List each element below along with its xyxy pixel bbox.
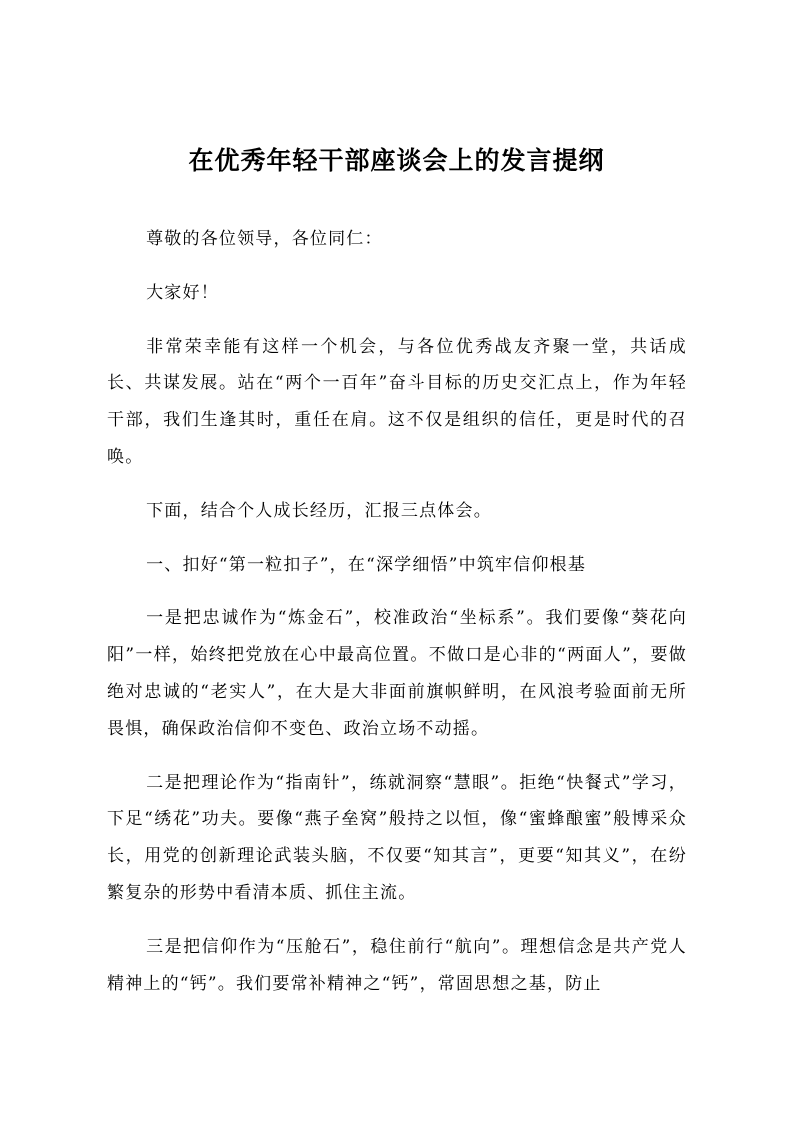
salutation: 尊敬的各位领导，各位同仁：	[146, 229, 383, 249]
document-title: 在优秀年轻干部座谈会上的发言提纲	[188, 146, 605, 175]
greeting: 大家好！	[146, 282, 219, 303]
document-body	[107, 221, 687, 1019]
paragraph-point-2: 二是把理论作为“指南针”，练就洞察“慧眼”。拒绝“快餐式”学习，下足“绣花”功夫。要像“燕子垒窝”般持之以恒，像“蜜蜂酿蜜”般博采众长，用党的创新理论武装头脑，不仅要“知其言”，更要“知其义”，在纷繁复杂的形势中看清本质、抓住主流。	[107, 772, 687, 903]
paragraph-intro: 非常荣幸能有这样一个机会，与各位优秀战友齐聚一堂，共话成长、共谋发展。站在“两个一百年”奋斗目标的历史交汇点上，作为年轻干部，我们生逢其时，重任在肩。这不仅是组织的信任，更是时代的召唤。	[107, 336, 687, 467]
paragraph-transition: 下面，结合个人成长经历，汇报三点体会。	[146, 500, 492, 521]
paragraph-point-1: 一是把忠诚作为“炼金石”，校准政治“坐标系”。我们要像“葵花向阳”一样，始终把党放在心中最高位置。不做口是心非的“两面人”，要做绝对忠诚的“老实人”，在大是大非面前旗帜鲜明，在风浪考验面前无所畏惧，确保政治信仰不变色、政治立场不动摇。	[107, 608, 687, 739]
section-heading-1: 一、扣好“第一粒扣子”，在“深学细悟”中筑牢信仰根基	[146, 554, 587, 575]
paragraph-point-3: 三是把信仰作为“压舱石”，稳住前行“航向”。理想信念是共产党人精神上的“钙”。我们要常补精神之“钙”，常固思想之基，防止	[107, 936, 687, 994]
